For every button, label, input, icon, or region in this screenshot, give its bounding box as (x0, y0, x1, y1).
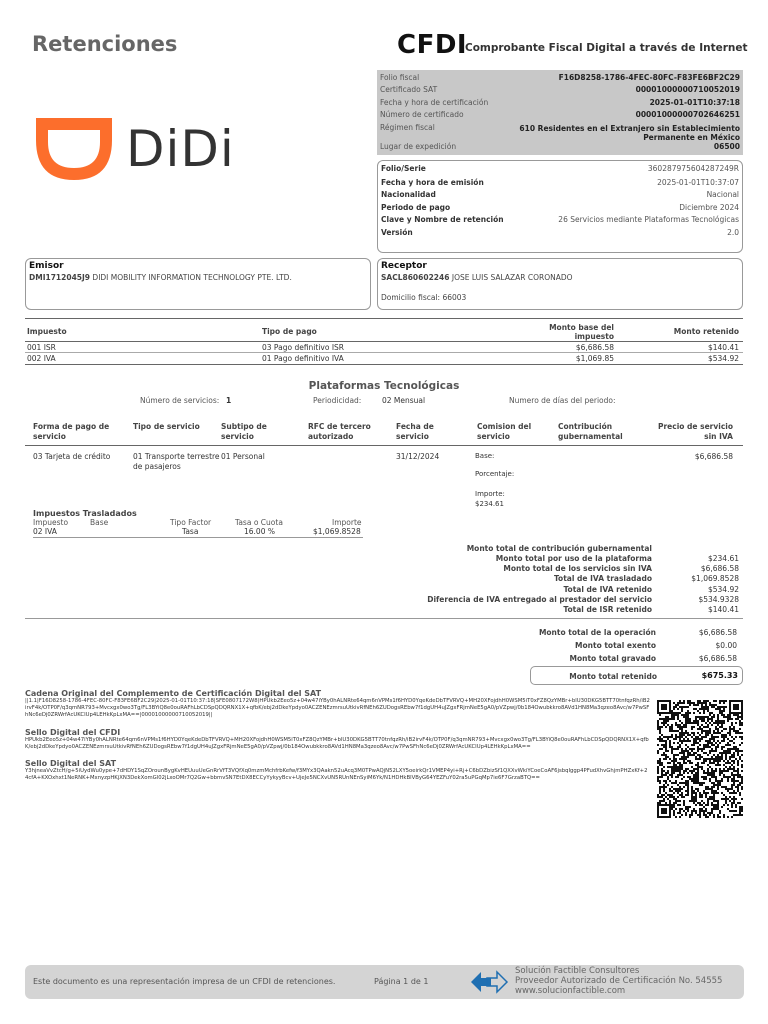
didi-logo-icon (34, 116, 244, 186)
emisor-name: DIDI MOBILITY INFORMATION TECHNOLOGY PTE. LTD. (92, 273, 292, 282)
plat-header-contribucion: Contribución gubernamental (558, 422, 623, 441)
trasladados-tipo-value: Tasa (182, 527, 199, 536)
sat-row-regimen (380, 122, 740, 142)
impuestos-row-iva-base: $1,069.85 (575, 354, 614, 363)
emisor-title: Emisor (29, 261, 64, 271)
receptor-title: Receptor (381, 261, 427, 271)
sat-row-lugar (380, 141, 740, 153)
total-retenido-label: Monto total retenido (569, 672, 657, 681)
sat-value: F16D8258-1786-4FEC-80FC-F83FE6BF2C29 (558, 73, 740, 82)
operacion-value: $6,686.58 (698, 628, 737, 637)
operacion-value: $0.00 (715, 641, 737, 650)
sat-value: 610 Residentes en el Extranjero sin Establecimiento Permanente en México (519, 124, 740, 142)
total-label: Monto total por uso de la plataforma (495, 554, 652, 563)
plat-header-subtipo: Subtipo de servicio (221, 422, 267, 441)
total-label: Monto total de los servicios sin IVA (503, 564, 652, 573)
folio-info-box (377, 160, 743, 253)
didi-logo-text: DiDi (126, 120, 235, 178)
trasladados-header-importe: Importe (332, 518, 362, 527)
cfdi-subtitle: Comprobante Fiscal Digital a través de Internet (465, 42, 748, 54)
trasladados-importe-value: $1,069.8528 (313, 527, 361, 536)
plat-header-fecha: Fecha de servicio (396, 422, 434, 441)
footer-page: Página 1 de 1 (374, 977, 429, 986)
total-retenido-box (530, 666, 743, 685)
emisor-rfc: DMI1712045J9 (29, 273, 91, 282)
emisor-line (29, 273, 292, 282)
plat-fecha-value: 31/12/2024 (396, 452, 440, 461)
total-value: $6,686.58 (700, 564, 739, 573)
plat-header-precio: Precio de servicio sin IVA (657, 422, 733, 441)
plat-base-label: Base: (475, 452, 495, 460)
operacion-value: $6,686.58 (698, 654, 737, 663)
impuestos-row-iva-retenido: $534.92 (707, 354, 739, 363)
folio-label: Clave y Nombre de retención (381, 215, 504, 224)
sat-value: 00001000000710052019 (635, 85, 740, 94)
footer-url[interactable]: www.solucionfactible.com (515, 986, 626, 996)
folio-value: 26 Servicios mediante Plataformas Tecnológicas (558, 215, 739, 224)
plat-tipo-value: 01 Transporte terrestre de pasajeros (133, 452, 220, 471)
receptor-rfc: SACL860602246 (381, 273, 450, 282)
footer-company-block (515, 966, 722, 996)
folio-label: Fecha y hora de emisión (381, 178, 484, 187)
impuestos-row-isr-base: $6,686.58 (575, 343, 614, 352)
sat-label: Folio fiscal (380, 73, 420, 82)
total-label: Monto total de contribución gubernamental (466, 544, 652, 553)
impuestos-row-iva-tipo: 01 Pago definitivo IVA (262, 354, 344, 363)
qr-code-icon (657, 700, 743, 818)
sat-label: Fecha y hora de certificación (380, 98, 489, 107)
operacion-label: Monto total exento (575, 641, 656, 650)
plat-header-forma: Forma de pago de servicio (33, 422, 110, 441)
folio-value: 2.0 (727, 228, 739, 237)
total-label: Total de IVA retenido (563, 585, 652, 594)
sat-row-numero-certificado (380, 109, 740, 121)
total-value: $534.92 (707, 585, 739, 594)
sello-sat-title: Sello Digital del SAT (25, 759, 117, 768)
folio-label: Periodo de pago (381, 203, 451, 212)
total-value: $234.61 (707, 554, 739, 563)
footer-pac: Proveedor Autorizado de Certificación No. 54555 (515, 976, 723, 986)
plat-porcentaje-label: Porcentaje: (475, 470, 515, 478)
sat-value: 06500 (713, 142, 740, 151)
folio-label: Nacionalidad (381, 190, 436, 199)
emisor-box (25, 258, 371, 310)
total-value: $534.9328 (698, 595, 739, 604)
cadena-text: ||1.1|F16D8258-1786-4FEC-80FC-F83FE6BF2C29|2025-01-01T10:37:18|SFE0807172W8|HPUkb2Eeo5z+04w47iYBy0hALNRte64qm6nVPMs1f6HYD0YqeKdeDbTFVRVQ+MH20XFojdhH0WSM5iT0xFZ8QzYMBr+blU30DKG5BTT70tnfqzRh/iB2irvF4k/OTP0F/q3qmNR793+Mvcxgx0wo3Tg/FL3BYiQ8e0ouRAFhLbCDSpQDQRNX1X+qfbK/ebj2dDkeYpdyo0ACZENEzmrsuUtkivRfNEh6ZUDogsREbw7f1dgUH4uJZgxFRjmNeE5gA0/pVZpwj/0b184Owubkkro8AVd1HN8Ma3qzeo8Avc/w7PwSFhNc6eDj0ZRWrfAcUKCIUp4LEHkKpLxMA==|00001000000710052019|| (25, 698, 650, 718)
total-value: $140.41 (707, 605, 739, 614)
document-title: Retenciones (32, 32, 178, 56)
sat-value: 2025-01-01T10:37:18 (649, 98, 740, 107)
impuestos-header-impuesto: Impuesto (27, 327, 67, 336)
receptor-line (381, 273, 573, 282)
folio-row (381, 163, 739, 175)
sat-label: Certificado SAT (380, 85, 438, 94)
plat-header-tipo: Tipo de servicio (133, 422, 200, 431)
sello-cfdi-text: HPUkb2Eeo5z+04w47iYBy0hALNRte64qm6nVPMs1f6HYD0YqeKdeDbTFVRVQ+MH20XFojdhH0WSM5iT0xFZ8QzYMBr+blU30DKG5BTT70tnfqzRh/iB2irvF4k/OTP0F/q3qmNR793+Mvcxgx0wo3Tg/FL3BYiQ8e0ouRAFhLbCDSpQDQRNX1X+qfbK/ebj2dDkeYpdyo0ACZENEzmrsuUtkivRfNEh6ZUDogsREbw7f1dgUH4uJZgxFRjmNeE5gA0/pVZpwj/0b184Owubkkro8AVd1HN8Ma3qzeo8Avc/w7PwSFhNc6eDj0ZRWrfAcUKCIUp4LEHkKpLxMA== (25, 737, 649, 750)
sat-value: 00001000000702646251 (635, 110, 740, 119)
plat-precio-value: $6,686.58 (694, 452, 733, 461)
cfdi-heading: CFDI (397, 30, 468, 60)
total-value: $1,069.8528 (691, 574, 739, 583)
impuestos-row-isr-tipo: 03 Pago definitivo ISR (262, 343, 344, 352)
num-servicios-label: Número de servicios: (140, 396, 220, 405)
dias-periodo-label: Numero de días del periodo: (509, 396, 616, 405)
folio-label: Versión (381, 228, 413, 237)
operacion-label: Monto total gravado (569, 654, 656, 663)
cadena-title: Cadena Original del Complemento de Certificación Digital del SAT (25, 689, 322, 698)
plataformas-title: Plataformas Tecnológicas (308, 380, 460, 392)
num-servicios-value: 1 (226, 396, 232, 405)
total-label: Diferencia de IVA entregado al prestador del servicio (427, 595, 652, 604)
plat-forma-value: 03 Tarjeta de crédito (33, 452, 111, 461)
impuestos-header-tipo: Tipo de pago (262, 327, 317, 336)
folio-row (381, 227, 739, 239)
trasladados-impuesto-value: 02 IVA (33, 527, 57, 536)
sat-label: Número de certificado (380, 110, 464, 119)
plat-header-rfc: RFC de tercero autorizado (308, 422, 371, 441)
trasladados-title: Impuestos Trasladados (33, 509, 137, 518)
impuestos-header-base: Monto base del impuesto (549, 323, 614, 341)
folio-label: Folio/Serie (381, 164, 426, 173)
sello-sat-text: Y3hjneaVvZtcH/g+5iUydWu0ype+7dHDY1SqZOrounBygKvHEUuuUeGnRrVfT3VQfXq0mzmMchfrbKefw/f3MYx3QAakn52uAcq3M0TPwAQjN52LXY5oeirkQr1VMEP4yi+Rj+C6bDZbizSf1QXXvWkiYCoeCoAF6jsbqIggp4PFudXhvGhjmPHZxKf+24cfA+KXOxhxt1NeRNK+MxnyzpHKjXN3DekXomGl02jLxoOMr7Q2Gw+bbmvSN7EtDX8ECCyYykyyBcv+UjeJe5NCXvUN5RUnNEnSyiM6Yk/N1HDHkBlVByG64YEZFuY02ra5uPGqMp7ie6F7GrzaBTQ== (25, 768, 648, 781)
impuestos-row-iva-impuesto: 002 IVA (27, 354, 56, 363)
folio-row (381, 177, 739, 189)
impuestos-header-retenido: Monto retenido (673, 327, 739, 336)
trasladados-header-tipo: Tipo Factor (170, 518, 212, 527)
folio-row (381, 189, 739, 201)
periodicidad-label: Periodicidad: (313, 396, 362, 405)
sat-row-certificado (380, 84, 740, 96)
receptor-name: JOSE LUIS SALAZAR CORONADO (451, 273, 573, 282)
folio-row (381, 214, 739, 226)
folio-value: Diciembre 2024 (679, 203, 739, 212)
footer-disclaimer: Este documento es una representación impresa de un CFDI de retenciones. (33, 977, 336, 986)
impuestos-row-isr-retenido: $140.41 (707, 343, 739, 352)
receptor-box (377, 258, 743, 310)
impuestos-row-isr-impuesto: 001 ISR (27, 343, 56, 352)
trasladados-header-base: Base (90, 518, 109, 527)
plat-subtipo-value: 01 Personal (221, 452, 265, 461)
folio-value: 2025-01-01T10:37:07 (657, 178, 739, 187)
plat-importe-label: Importe: (475, 490, 505, 498)
receptor-domicilio: Domicilio fiscal: 66003 (381, 293, 467, 302)
periodicidad-value: 02 Mensual (382, 396, 426, 405)
sat-row-fecha (380, 97, 740, 109)
total-label: Total de IVA trasladado (553, 574, 652, 583)
folio-value: 360287975604287249R (647, 164, 739, 173)
trasladados-header-tasa: Tasa o Cuota (235, 518, 283, 527)
folio-value: Nacional (706, 190, 739, 199)
trasladados-header-impuesto: Impuesto (33, 518, 69, 527)
sat-label: Régimen fiscal (380, 123, 435, 132)
sat-info-box (377, 70, 743, 155)
footer-company: Solución Factible Consultores (515, 966, 640, 976)
folio-row (381, 202, 739, 214)
sello-cfdi-title: Sello Digital del CFDI (25, 728, 121, 737)
trasladados-tasa-value: 16.00 % (244, 527, 275, 536)
sat-label: Lugar de expedición (380, 142, 457, 151)
footer-bar (25, 965, 744, 999)
total-retenido-value: $675.33 (701, 671, 738, 680)
solucion-factible-logo-icon (469, 967, 509, 997)
plat-header-comision: Comision del servicio (477, 422, 532, 441)
operacion-label: Monto total de la operación (538, 628, 656, 637)
total-label: Total de ISR retenido (563, 605, 652, 614)
plat-importe-value: $234.61 (475, 500, 504, 508)
sat-row-folio-fiscal (380, 72, 740, 84)
